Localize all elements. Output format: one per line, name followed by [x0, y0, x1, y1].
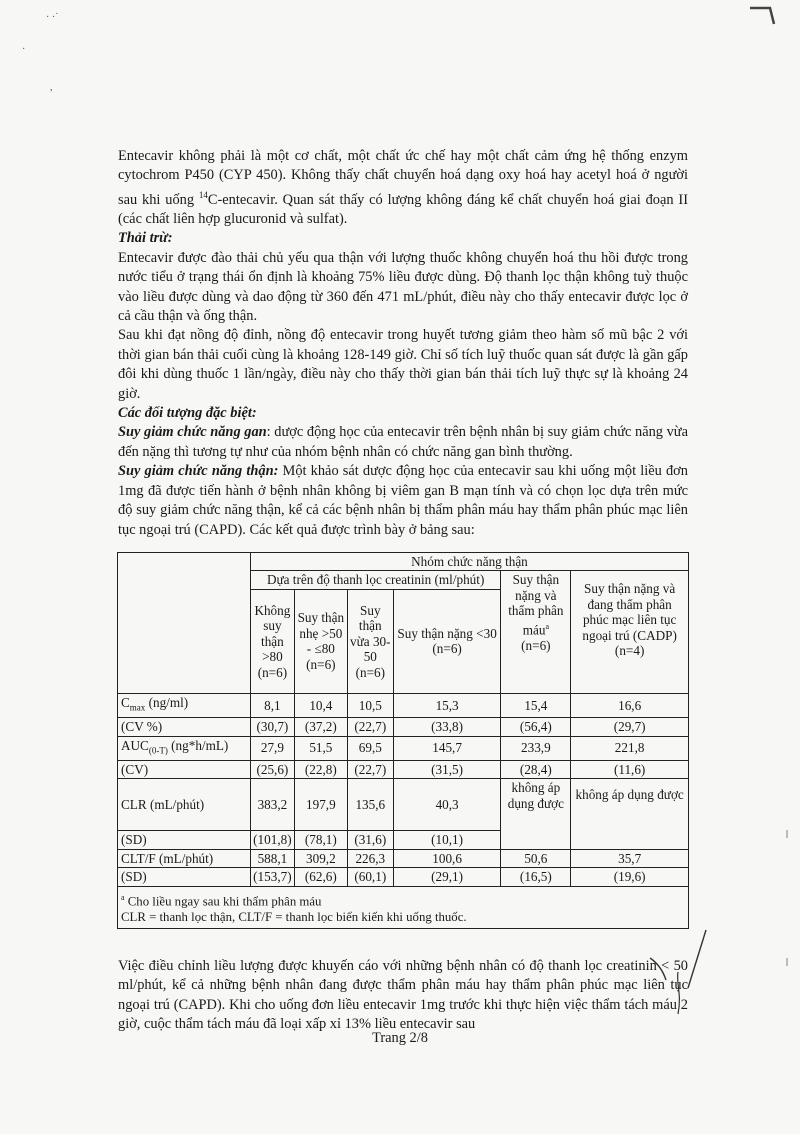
paragraph-liver: Suy giảm chức năng gan: dược động học của entecavir trên bệnh nhân bị suy giảm chức năng vừa đến nặng thì tương tự như của nhóm bệnh nhân có chức năng gan bình thường. — [118, 424, 688, 460]
heading-special-populations: Các đối tượng đặc biệt: — [118, 405, 257, 422]
table-row — [118, 849, 689, 868]
scan-specks: · ·˙ — [46, 12, 59, 23]
table-cell: 35,7 — [571, 849, 689, 868]
row-label: CLT/F (mL/phút) — [118, 849, 251, 868]
table-cell: (29,7) — [571, 718, 689, 737]
table-cell: 10,4 — [294, 693, 347, 717]
paragraph-kidney: Suy giảm chức năng thận: Một khảo sát dược động học của entecavir sau khi uống một liều đơn 1mg đã được tiến hành ở bệnh nhân không bị viêm gan B mạn tính và có chọn lọc dựa trên mức độ suy giảm chức năng thận, kể cả các bệnh nhân bị thẩm phân máu hay thẩm phân phúc mạc liên tục ngoại trú (CAPD). Các kết quả được trình bày ở bảng sau: — [118, 463, 688, 538]
table-cell: 15,3 — [393, 693, 501, 717]
table-cell: (22,8) — [294, 760, 347, 779]
row-label: (SD) — [118, 831, 251, 850]
row-label: $AUC_{(0-T)}$ (ng*h/mL) — [118, 736, 251, 760]
column-header-hemodialysis: Suy thận nặng và thẩm phân máu$^a$ (n=6) — [501, 571, 571, 694]
table-row — [118, 760, 689, 779]
column-header-mild: Suy thận nhẹ >50 - ≤80 (n=6) — [294, 589, 347, 693]
table-row — [118, 693, 689, 717]
table-cell: (25,6) — [250, 760, 294, 779]
column-header-severe: Suy thận nặng <30 (n=6) — [393, 589, 501, 693]
table-cell: (31,5) — [393, 760, 501, 779]
table-footnote: $^a$ Cho liều ngay sau khi thẩm phân máu CLR = thanh lọc thận, CLT/F = thanh lọc biển kiến khi uống thuốc. — [118, 886, 689, 928]
table-cell: 40,3 — [393, 779, 501, 831]
table-cell: 233,9 — [501, 736, 571, 760]
table-cell: 51,5 — [294, 736, 347, 760]
table-cell: 197,9 — [294, 779, 347, 831]
table-cell: 69,5 — [347, 736, 393, 760]
table-cell: (10,1) — [393, 831, 501, 850]
table-cell: 588,1 — [250, 849, 294, 868]
table-cell: 100,6 — [393, 849, 501, 868]
paragraph-elimination-2: Sau khi đạt nồng độ đỉnh, nồng độ entecavir trong huyết tương giảm theo hàm số mũ bậc 2 với thời gian bán thải cuối cùng là khoảng 128-149 giờ. Chỉ số tích luỹ thuốc quan sát được là gần gấp đôi khi dùng thuốc 1 lần/ngày, điều này cho thấy thời gian bán thải tích luỹ thực sự là khoảng 24 giờ. — [118, 327, 688, 402]
table-cell: (62,6) — [294, 868, 347, 887]
paragraph-metabolism: Entecavir không phải là một cơ chất, một chất ức chế hay một chất cảm ứng hệ thống enzym cytochrom P450 (CYP 450). Không thấy chất chuyển hoá dạng oxy hoá hay acetyl hoá ở người sau khi uống $^{14}$C-entecavir. Quan sát thấy có lượng không đáng kể chất chuyển hoá giai đoạn II (các chất liên hợp glucuronid và sulfat). — [118, 148, 688, 228]
scan-mark — [786, 830, 788, 838]
table-cell: (11,6) — [571, 760, 689, 779]
table-cell: 145,7 — [393, 736, 501, 760]
table-cell: 383,2 — [250, 779, 294, 831]
table-corner-cell — [118, 552, 251, 693]
scan-specks: · — [22, 44, 26, 55]
row-label: $C_{max}$ (ng/ml) — [118, 693, 251, 717]
table-cell: (101,8) — [250, 831, 294, 850]
column-header-moderate: Suy thận vừa 30-50 (n=6) — [347, 589, 393, 693]
scan-specks: , — [50, 82, 53, 93]
table-cell: (37,2) — [294, 718, 347, 737]
table-cell: không áp dụng được — [501, 779, 571, 850]
table-cell: 8,1 — [250, 693, 294, 717]
column-header-normal: Không suy thận >80 (n=6) — [250, 589, 294, 693]
table-cell: 226,3 — [347, 849, 393, 868]
table-row — [118, 779, 689, 831]
table-cell: (22,7) — [347, 760, 393, 779]
row-label: CLR (mL/phút) — [118, 779, 251, 831]
table-cell: 221,8 — [571, 736, 689, 760]
table-row — [118, 718, 689, 737]
table-cell: 50,6 — [501, 849, 571, 868]
page-number: Trang 2/8 — [372, 1030, 428, 1046]
table-cell: không áp dụng được — [571, 779, 689, 850]
handwritten-pen-mark — [648, 928, 708, 1018]
table-cell: (60,1) — [347, 868, 393, 887]
table-row — [118, 868, 689, 887]
table-cell: (56,4) — [501, 718, 571, 737]
document-body — [118, 147, 688, 1035]
table-cell: (19,6) — [571, 868, 689, 887]
table-cell: (16,5) — [501, 868, 571, 887]
table-cell: (33,8) — [393, 718, 501, 737]
table-cell: 27,9 — [250, 736, 294, 760]
heading-elimination: Thải trừ: — [118, 230, 173, 247]
table-cell: (29,1) — [393, 868, 501, 887]
scan-mark — [786, 958, 788, 966]
table-sub-header: Dựa trên độ thanh lọc creatinin (ml/phút) — [250, 571, 501, 590]
table-cell: (78,1) — [294, 831, 347, 850]
table-cell: (30,7) — [250, 718, 294, 737]
column-header-capd: Suy thận nặng và đang thẩm phân phúc mạc liên tục ngoại trú (CADP) (n=4) — [571, 571, 689, 694]
table-cell: 309,2 — [294, 849, 347, 868]
row-label: (CV) — [118, 760, 251, 779]
renal-pk-table — [117, 552, 689, 929]
row-label: (SD) — [118, 868, 251, 887]
paragraph-elimination-1: Entecavir được đào thải chủ yếu qua thận với lượng thuốc không chuyển hoá thu hồi được trong nước tiểu ở trạng thái ổn định là khoảng 75% liều được dùng. Độ thanh lọc thận không tuỳ thuộc vào liều được dùng và dao động từ 360 đến 471 mL/phút, điều này cho thấy entecavir được lọc ở cả cầu thận và ống thận. — [118, 249, 688, 325]
table-group-header: Nhóm chức năng thận — [250, 552, 688, 571]
table-cell: 135,6 — [347, 779, 393, 831]
table-cell: (153,7) — [250, 868, 294, 887]
table-cell: 10,5 — [347, 693, 393, 717]
table-cell: 15,4 — [501, 693, 571, 717]
row-label: (CV %) — [118, 718, 251, 737]
folded-corner-mark — [748, 4, 778, 26]
table-cell: (31,6) — [347, 831, 393, 850]
paragraph-dose-adjustment: Việc điều chỉnh liều lượng được khuyến cáo với những bệnh nhân có độ thanh lọc creatinin < 50 ml/phút, kể cả những bệnh nhân đang được thẩm phân máu hay thẩm phân phúc mạc liên tục ngoại trú (CAPD). Khi cho uống đơn liều entecavir 1mg trước khi thực hiện việc thẩm tách máu 2 giờ, cuộc thẩm tách máu đã loại xấp xỉ 13% liều entecavir sau — [118, 957, 688, 1033]
table-cell: (22,7) — [347, 718, 393, 737]
table-cell: 16,6 — [571, 693, 689, 717]
table-row — [118, 736, 689, 760]
table-cell: (28,4) — [501, 760, 571, 779]
